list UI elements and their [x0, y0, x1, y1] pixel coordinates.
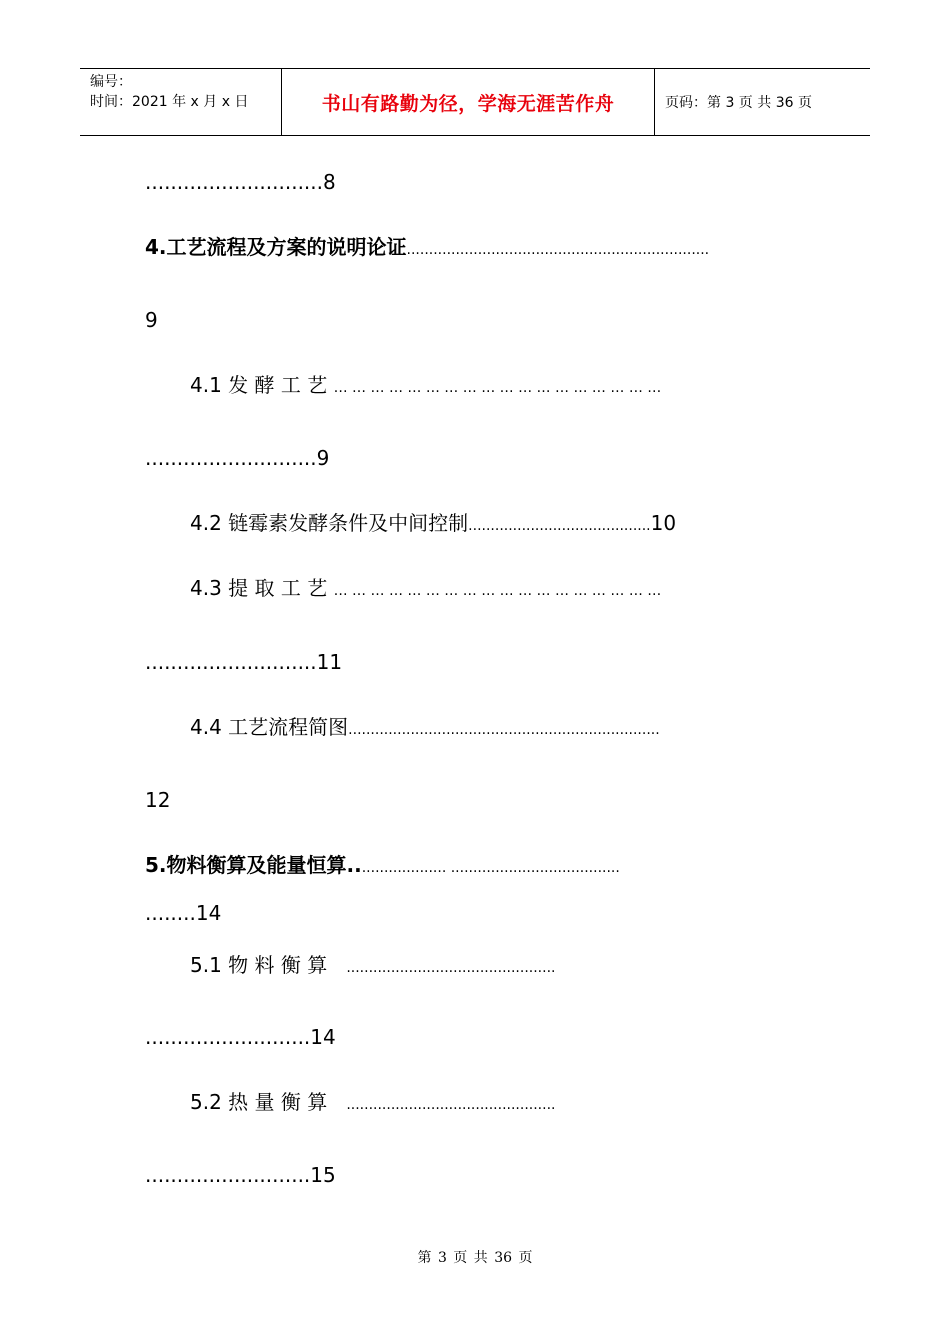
toc-entry-5-1[interactable]: 5.1 物 料 衡 算 ............................................... [190, 953, 556, 977]
toc-entry-4-3[interactable]: 4.3 提 取 工 艺 … … … … … … … … … … … … … … … … … … [190, 576, 662, 600]
toc-entry-4-1[interactable]: 4.1 发 酵 工 艺 … … … … … … … … … … … … … … … … … … [190, 373, 662, 397]
toc-entry-5[interactable]: 5.物料衡算及能量恒算..................... ...................................... [145, 853, 620, 877]
toc-line: ..........................15 [145, 1163, 336, 1187]
toc-entry-4-2[interactable]: 4.2 链霉素发酵条件及中间控制.........................................10 [190, 511, 677, 535]
number-label: 编号： [90, 74, 132, 90]
toc-line: 12 [145, 788, 171, 812]
toc-entry-5-2[interactable]: 5.2 热 量 衡 算 ............................................... [190, 1090, 556, 1114]
toc-line: ............................8 [145, 170, 336, 194]
header-page-cell [655, 69, 870, 135]
toc-line: 9 [145, 308, 158, 332]
time-label: 时间：2021 年 x 月 x 日 [90, 94, 249, 110]
page-header [80, 68, 870, 136]
toc-line: ........14 [145, 901, 222, 925]
toc-entry-4-4[interactable]: 4.4 工艺流程简图...................................................................... [190, 715, 660, 739]
motto: 书山有路勤为径，学海无涯苦作舟 [321, 92, 615, 115]
page-info: 页码：第 3 页 共 36 页 [665, 95, 812, 111]
header-info-cell [80, 69, 282, 135]
toc-entry-4[interactable]: 4.工艺流程及方案的说明论证.................................................................... [145, 235, 710, 259]
page-footer: 第 3 页 共 36 页 [417, 1250, 533, 1266]
toc-line: ...........................9 [145, 446, 330, 470]
toc-line: ...........................11 [145, 650, 343, 674]
header-motto-cell [282, 69, 655, 135]
toc-line: ..........................14 [145, 1025, 336, 1049]
